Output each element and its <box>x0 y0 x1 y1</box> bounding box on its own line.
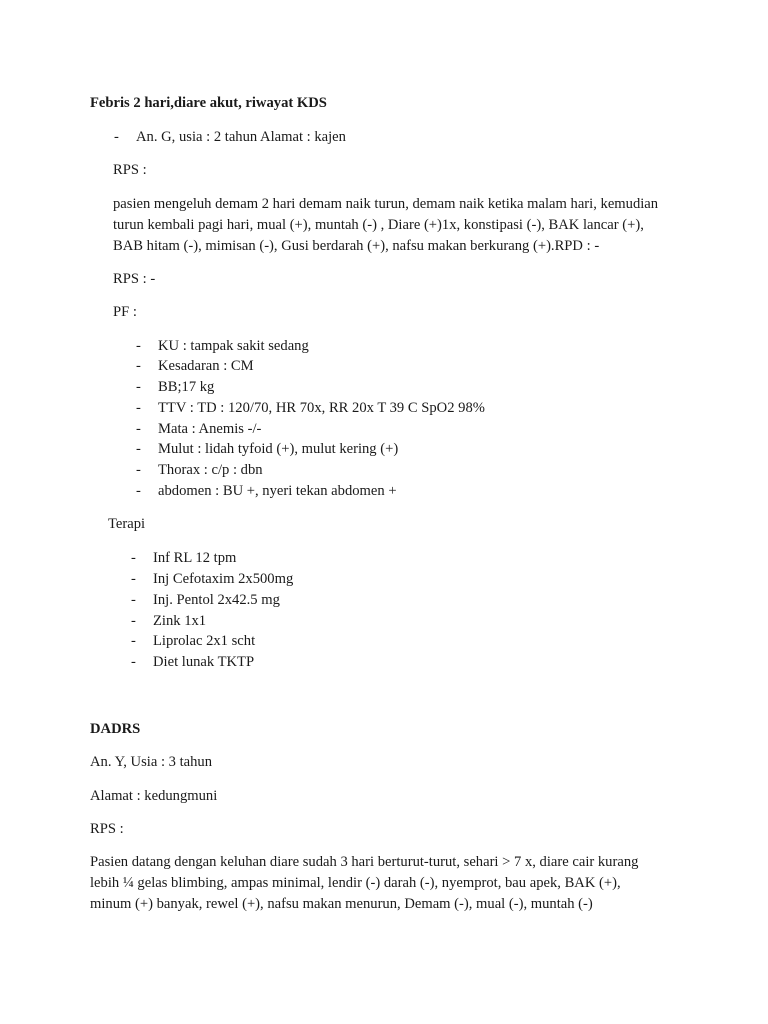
list-dash: - <box>136 379 141 395</box>
list-dash: - <box>131 613 136 629</box>
list-dash: - <box>131 592 136 608</box>
case1-patient: An. G, usia : 2 tahun Alamat : kajen <box>136 129 346 145</box>
list-dash: - <box>131 633 136 649</box>
list-dash: - <box>136 462 141 478</box>
case2-rps-line: Pasien datang dengan keluhan diare sudah 3 hari berturut-turut, sehari > 7 x, diare cair kurang <box>90 854 639 870</box>
patient-dash: - <box>114 129 119 145</box>
list-dash: - <box>131 654 136 670</box>
case1-pf-label: PF : <box>113 304 137 320</box>
case2-rps-label: RPS : <box>90 821 124 837</box>
case2-rps-line: minum (+) banyak, rewel (+), nafsu makan menurun, Demam (-), mual (-), muntah (-) <box>90 896 593 912</box>
terapi-item: Zink 1x1 <box>153 613 207 629</box>
case1-rps-label: RPS : <box>113 162 147 178</box>
terapi-item: Inj. Pentol 2x42.5 mg <box>153 592 280 608</box>
pf-item: KU : tampak sakit sedang <box>158 338 309 354</box>
list-dash: - <box>136 483 141 499</box>
pf-item: Mulut : lidah tyfoid (+), mulut kering (+) <box>158 441 399 457</box>
list-dash: - <box>136 441 141 457</box>
pf-item: abdomen : BU +, nyeri tekan abdomen + <box>158 483 397 499</box>
pf-item: BB;17 kg <box>158 379 215 395</box>
terapi-item: Liprolac 2x1 scht <box>153 633 256 649</box>
case1-terapi-label: Terapi <box>108 516 146 532</box>
pf-item: TTV : TD : 120/70, HR 70x, RR 20x T 39 C SpO2 98% <box>158 400 485 416</box>
case2-heading: DADRS <box>90 721 141 737</box>
case1-rps2: RPS : - <box>113 271 156 287</box>
list-dash: - <box>136 358 141 374</box>
case1-rps-line: turun kembali pagi hari, mual (+), muntah (-) , Diare (+)1x, konstipasi (-), BAK lancar (+), <box>113 217 644 233</box>
terapi-item: Inj Cefotaxim 2x500mg <box>153 571 294 587</box>
terapi-item: Inf RL 12 tpm <box>153 550 237 566</box>
terapi-item: Diet lunak TKTP <box>153 654 255 670</box>
case2-rps-line: lebih ¼ gelas blimbing, ampas minimal, lendir (-) darah (-), nyemprot, bau apek, BAK (+), <box>90 875 621 891</box>
list-dash: - <box>131 550 136 566</box>
list-dash: - <box>136 421 141 437</box>
case2-patient: An. Y, Usia : 3 tahun <box>90 754 213 770</box>
case1-heading: Febris 2 hari,diare akut, riwayat KDS <box>90 95 327 111</box>
pf-item: Kesadaran : CM <box>158 358 254 374</box>
pf-item: Mata : Anemis -/- <box>158 421 262 437</box>
pf-item: Thorax : c/p : dbn <box>158 462 263 478</box>
list-dash: - <box>136 338 141 354</box>
list-dash: - <box>136 400 141 416</box>
case2-alamat: Alamat : kedungmuni <box>90 788 218 804</box>
list-dash: - <box>131 571 136 587</box>
case1-rps-line: pasien mengeluh demam 2 hari demam naik turun, demam naik ketika malam hari, kemudian <box>113 196 659 212</box>
case1-rps-line: BAB hitam (-), mimisan (-), Gusi berdarah (+), nafsu makan berkurang (+).RPD : - <box>113 238 600 254</box>
